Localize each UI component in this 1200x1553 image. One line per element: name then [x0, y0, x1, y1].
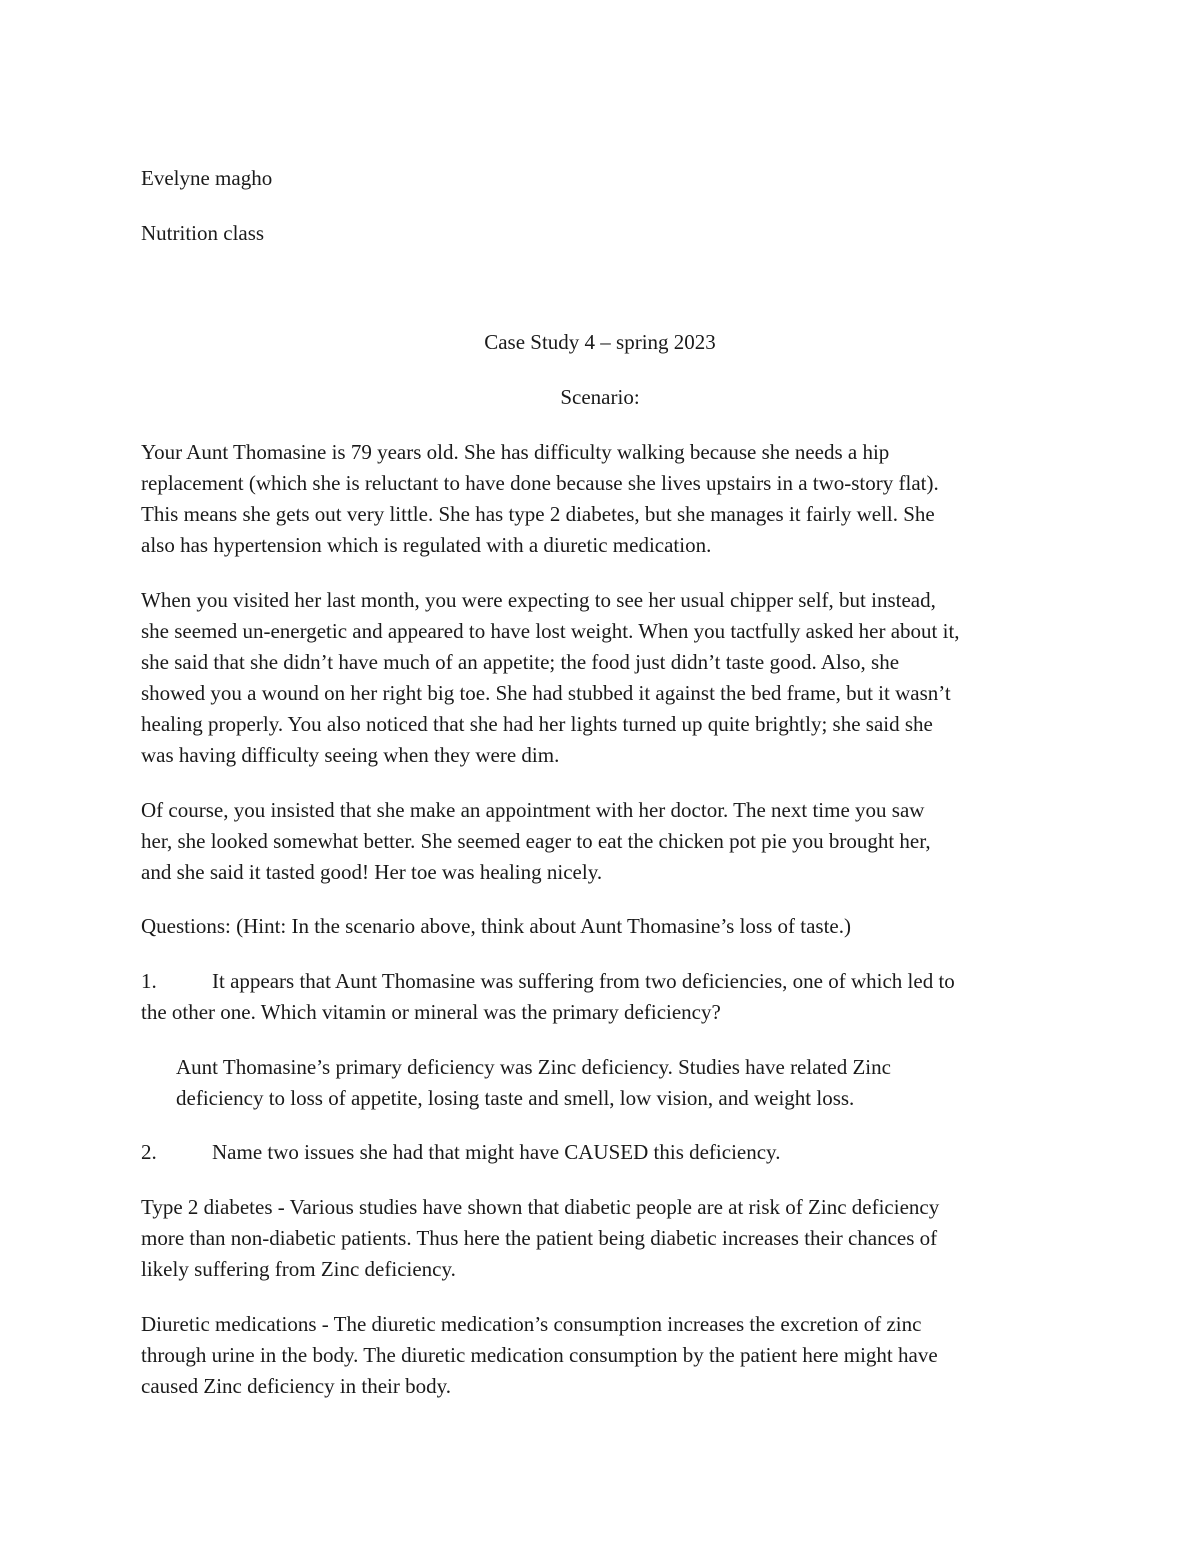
question-text: the other one. Which vitamin or mineral was the primary deficiency?	[141, 1000, 721, 1024]
answer-line: Aunt Thomasine’s primary deficiency was Zinc deficiency. Studies have related Zinc	[176, 1055, 891, 1079]
text-line: was having difficulty seeing when they were dim.	[141, 743, 560, 767]
scenario-heading: Scenario:	[560, 385, 640, 409]
answer-line: through urine in the body. The diuretic medication consumption by the patient here might have	[141, 1343, 938, 1367]
question-text: Name two issues she had that might have CAUSED this deficiency.	[212, 1140, 781, 1164]
answer-line: deficiency to loss of appetite, losing taste and smell, low vision, and weight loss.	[176, 1086, 855, 1110]
text-line: This means she gets out very little. She has type 2 diabetes, but she manages it fairly well. She	[141, 502, 935, 526]
author-name: Evelyne magho	[141, 166, 273, 190]
text-line: Of course, you insisted that she make an appointment with her doctor. The next time you saw	[141, 798, 925, 822]
answer-line: more than non-diabetic patients. Thus here the patient being diabetic increases their chances of	[141, 1226, 938, 1250]
text-line: she seemed un-energetic and appeared to have lost weight. When you tactfully asked her about it,	[141, 619, 960, 643]
answer-line: caused Zinc deficiency in their body.	[141, 1374, 452, 1398]
text-line: replacement (which she is reluctant to have done because she lives upstairs in a two-story flat).	[141, 471, 939, 495]
text-line: also has hypertension which is regulated with a diuretic medication.	[141, 533, 712, 557]
text-line: showed you a wound on her right big toe. She had stubbed it against the bed frame, but it wasn’t	[141, 681, 951, 705]
text-line: healing properly. You also noticed that she had her lights turned up quite brightly; she said she	[141, 712, 933, 736]
answer-line: likely suffering from Zinc deficiency.	[141, 1257, 456, 1281]
text-line: her, she looked somewhat better. She seemed eager to eat the chicken pot pie you brought her,	[141, 829, 931, 853]
question-number: 1.	[141, 969, 157, 993]
question-number: 2.	[141, 1140, 157, 1164]
document-title: Case Study 4 – spring 2023	[484, 330, 716, 354]
question-text: It appears that Aunt Thomasine was suffering from two deficiencies, one of which led to	[212, 969, 955, 993]
questions-intro: Questions: (Hint: In the scenario above, think about Aunt Thomasine’s loss of taste.)	[141, 914, 852, 938]
text-line: Your Aunt Thomasine is 79 years old. She has difficulty walking because she needs a hip	[141, 440, 890, 464]
answer-line: Diuretic medications - The diuretic medication’s consumption increases the excretion of zinc	[141, 1312, 922, 1336]
course-name: Nutrition class	[141, 221, 265, 245]
text-line: and she said it tasted good! Her toe was healing nicely.	[141, 860, 603, 884]
answer-line: Type 2 diabetes - Various studies have shown that diabetic people are at risk of Zinc deficiency	[141, 1195, 940, 1219]
text-line: she said that she didn’t have much of an appetite; the food just didn’t taste good. Also, she	[141, 650, 900, 674]
text-line: When you visited her last month, you were expecting to see her usual chipper self, but instead,	[141, 588, 936, 612]
